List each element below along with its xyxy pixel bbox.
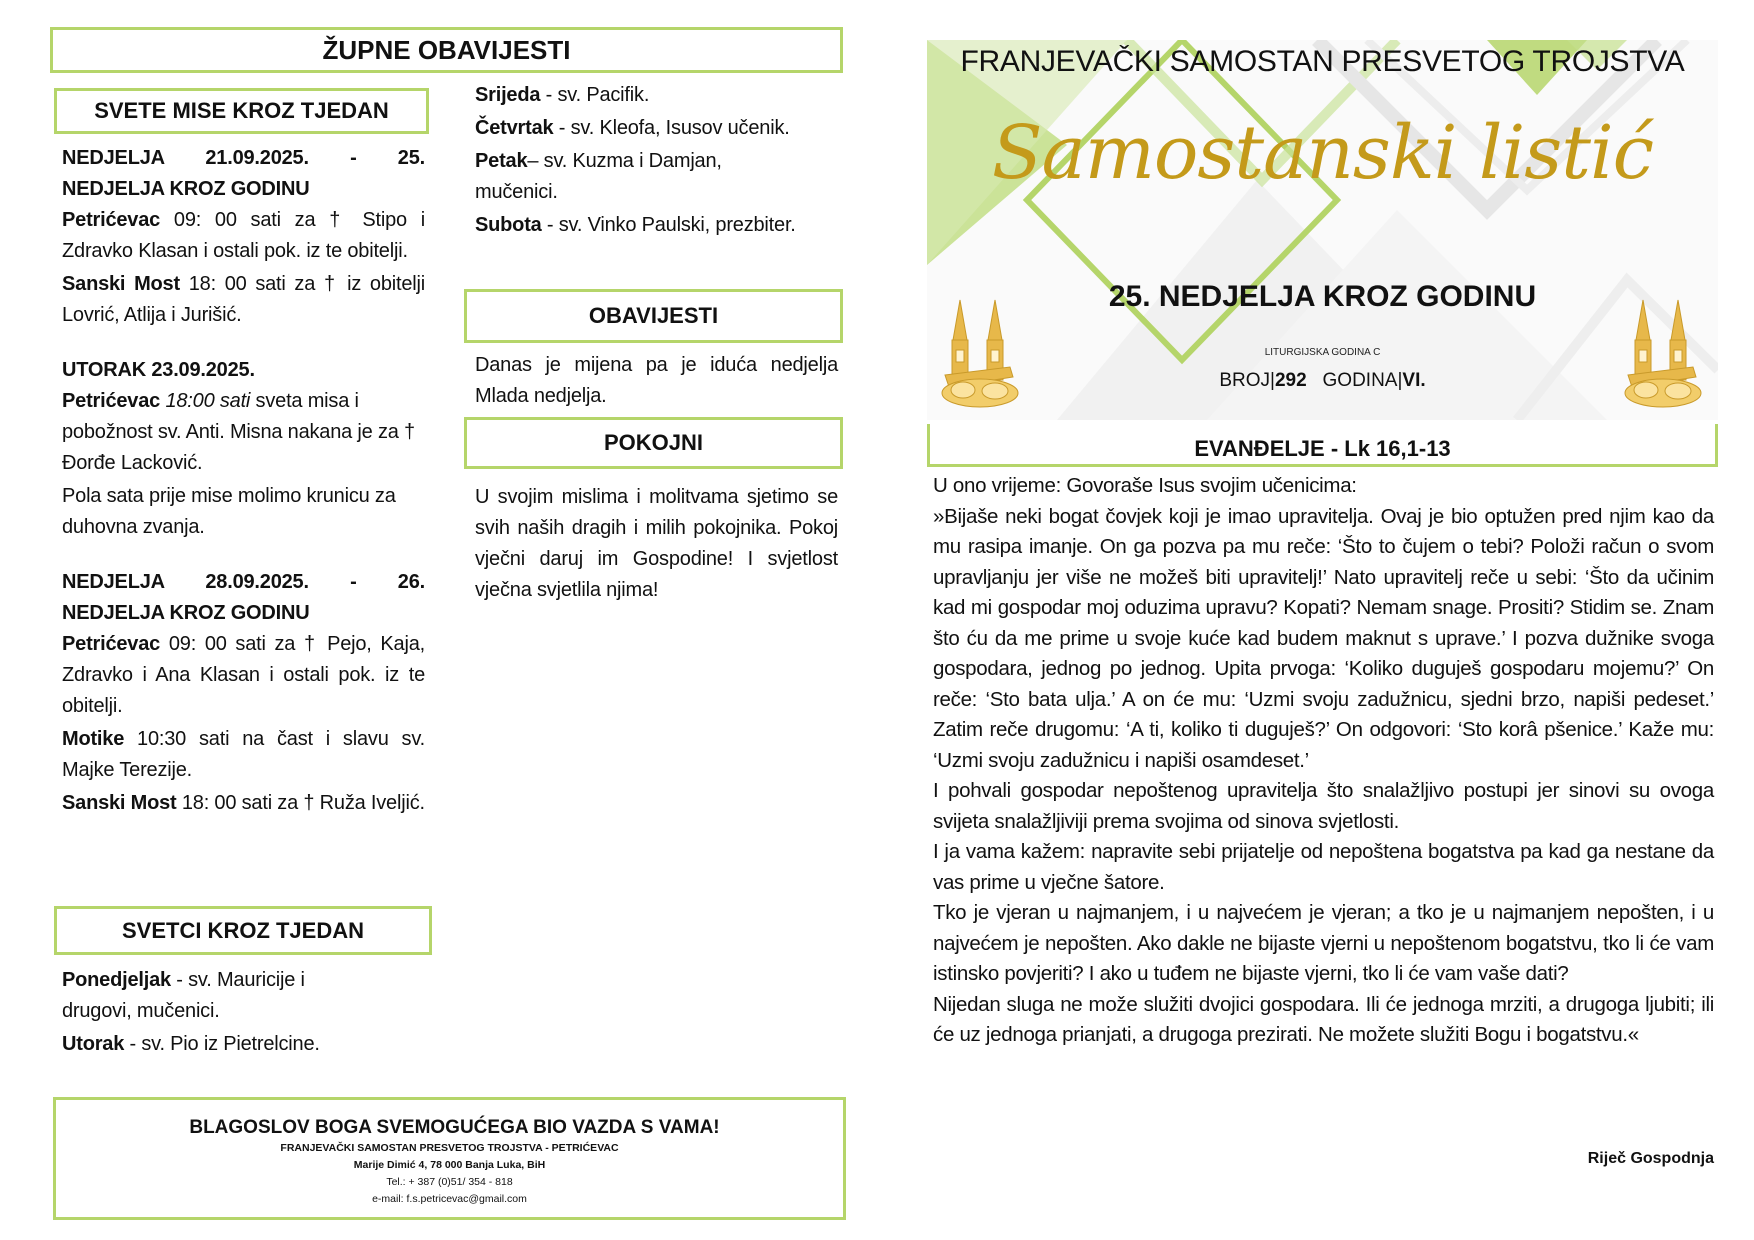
saint-day: Srijeda bbox=[475, 84, 541, 106]
church-crest-icon bbox=[935, 295, 1025, 410]
announcements-title: OBAVIJESTI bbox=[464, 289, 843, 343]
saints-list bbox=[62, 965, 425, 1062]
deceased-text: U svojim mislima i molitvama sjetimo se svih naših dragih i milih pokojnika. Pokoj vječni daruj im Gospodine! I svjetlost vječna svjetlila njima! bbox=[475, 486, 838, 601]
saint-text: - sv. Vinko Paulski, prezbiter. bbox=[541, 214, 796, 236]
saint-text: - sv. Pacifik. bbox=[540, 84, 650, 106]
gospel-closing: Riječ Gospodnja bbox=[1587, 1150, 1714, 1167]
banner-org-name: FRANJEVAČKI SAMOSTAN PRESVETOG TROJSTVA bbox=[960, 45, 1685, 78]
mass-entry bbox=[62, 386, 425, 479]
saints-list-continued bbox=[475, 80, 838, 243]
saint-item bbox=[475, 146, 765, 208]
masses-section-title: SVETE MISE KROZ TJEDAN bbox=[54, 88, 429, 134]
footer-address: Marije Dimić 4, 78 000 Banja Luka, BiH bbox=[353, 1159, 546, 1171]
mass-entry bbox=[62, 269, 425, 331]
deceased-title: POKOJNI bbox=[464, 417, 843, 469]
mass-place: Petrićevac bbox=[62, 209, 161, 231]
masses-list bbox=[62, 143, 425, 821]
gospel-paragraph: Tko je vjeran u najmanjem, i u najvećem je vjeran; a tko je u najmanjem nepošten, i u najvećem je nepošten. Ako dakle ne bijaste vjerni u nepoštenom bogatstvu, tko li će vam istinsko povjeriti? I ako u tuđem ne bijaste vjerni, tko li će vam vaše dati? bbox=[933, 901, 1714, 985]
mass-entry bbox=[62, 481, 425, 543]
year-label: GODINA| bbox=[1322, 370, 1403, 391]
saint-day: Utorak bbox=[62, 1033, 125, 1055]
saint-item bbox=[475, 210, 838, 241]
banner-geometric-background bbox=[927, 40, 1718, 420]
footer-org: FRANJEVAČKI SAMOSTAN PRESVETOG TROJSTVA - PETRIĆEVAC bbox=[280, 1142, 619, 1154]
newsletter-banner bbox=[927, 40, 1718, 420]
mass-text: 18: 00 sati za † iz obitelji Lovrić, Atlija i Jurišić. bbox=[62, 273, 425, 326]
footer-box bbox=[53, 1097, 846, 1220]
issue-label: BROJ| bbox=[1219, 370, 1275, 391]
saint-day: Subota bbox=[475, 214, 542, 236]
mass-entry bbox=[62, 629, 425, 722]
mass-day-heading: NEDJELJA 28.09.2025. - 26. NEDJELJA KROZ GODINU bbox=[62, 571, 425, 624]
gospel-paragraph: I ja vama kažem: napravite sebi prijatelje od nepoštena bogatstva pa kad ga nestane da vas prime u vječne šatore. bbox=[933, 840, 1714, 894]
liturgical-year: LITURGIJSKA GODINA C bbox=[1264, 347, 1381, 358]
mass-text: sveta misa i pobožnost sv. Anti. Misna nakana je za † Đorđe Lacković. bbox=[62, 390, 415, 474]
mass-place: Petrićevac bbox=[62, 390, 161, 412]
gospel-paragraph: »Bijaše neki bogat čovjek koji je imao upravitelja. Ovaj je bio optužen pred njim kao da mu rasipa imanje. On ga pozva pa mu reče: ‘Što to čujem o tebi? Položi račun o svom upravljanju jer više ne možeš biti upravitelj!’ Nato upravitelj reče u sebi: ‘Što da učinim kad mi gospodar moj oduzima upravu? Kopati? Nemam snage. Prositi? Stidim se. Znam što ću da me prime u svoje kuće kad budem maknut s uprave.’ I pozva dužnike svoga gospodara, jednog po jednog. Upita prvoga: ‘Koliko duguješ gospodaru mojemu?’ On reče: ‘Sto bata ulja.’ A on će mu: ‘Uzmi svoju zadužnicu, sjedni brzo, napiši pedeset.’ Zatim reče drugomu: ‘A ti, koliko ti duguješ?’ On odgovori: ‘Sto korâ pšenice.’ Kaže mu: ‘Uzmi svoju zadužnicu i napiši osamdeset.’ bbox=[933, 504, 1714, 772]
saint-day: Petak bbox=[475, 150, 528, 172]
sunday-title: 25. NEDJELJA KROZ GODINU bbox=[1108, 280, 1537, 313]
mass-place: Sanski Most bbox=[62, 792, 177, 814]
mass-entry bbox=[62, 205, 425, 267]
mass-text: Pola sata prije mise molimo krunicu za duhovna zvanja. bbox=[62, 485, 396, 538]
saint-text: – sv. Kuzma i Damjan, mučenici. bbox=[475, 150, 722, 203]
saint-item bbox=[475, 80, 838, 111]
mass-day-heading: NEDJELJA 21.09.2025. - 25. NEDJELJA KROZ GODINU bbox=[62, 147, 425, 200]
mass-entry bbox=[62, 788, 425, 819]
parish-announcements-title: ŽUPNE OBAVIJESTI bbox=[50, 27, 843, 73]
saint-text: - sv. Mauricije i drugovi, mučenici. bbox=[62, 969, 305, 1022]
footer-phone: Tel.: + 387 (0)51/ 354 - 818 bbox=[386, 1176, 513, 1188]
gospel-paragraph: U ono vrijeme: Govoraše Isus svojim učenicima: bbox=[933, 474, 1357, 497]
saint-text: - sv. Pio iz Pietrelcine. bbox=[124, 1033, 320, 1055]
issue-info bbox=[927, 370, 1718, 392]
gospel-paragraph: I pohvali gospodar nepoštenog upravitelja što snalažljivo postupi jer sinovi su ovoga svijeta snalažljiviji prema svojima od sinova svjetlosti. bbox=[933, 779, 1714, 833]
newsletter-title: Samostanski listić bbox=[991, 110, 1654, 196]
footer-email[interactable]: e-mail: f.s.petricevac@gmail.com bbox=[372, 1193, 527, 1205]
saints-section-title: SVETCI KROZ TJEDAN bbox=[54, 906, 432, 955]
mass-text: 09: 00 sati za † Pejo, Kaja, Zdravko i Ana Klasan i ostali pok. iz te obitelji. bbox=[62, 633, 425, 717]
mass-text: 10:30 sati na čast i slavu sv. Majke Terezije. bbox=[62, 728, 425, 781]
footer-blessing: BLAGOSLOV BOGA SVEMOGUĆEGA BIO VAZDA S VAMA! bbox=[189, 1117, 720, 1138]
gospel-text bbox=[933, 471, 1714, 1051]
saint-text: - sv. Kleofa, Isusov učenik. bbox=[553, 117, 790, 139]
mass-day-heading: UTORAK 23.09.2025. bbox=[62, 359, 255, 381]
mass-day bbox=[62, 355, 425, 543]
mass-place: Sanski Most bbox=[62, 273, 180, 295]
issue-number: 292 bbox=[1274, 370, 1307, 391]
mass-place: Motike bbox=[62, 728, 125, 750]
saint-item bbox=[62, 965, 352, 1027]
church-crest-icon bbox=[1618, 295, 1708, 410]
gospel-title: EVANĐELJE - Lk 16,1-13 bbox=[927, 424, 1718, 467]
saint-day: Četvrtak bbox=[475, 117, 554, 139]
saint-item bbox=[62, 1029, 425, 1060]
gospel-paragraph: Nijedan sluga ne može služiti dvojici gospodara. Ili će jednoga mrziti, a drugoga ljubiti; ili će uz jednoga prianjati, a drugoga prezirati. Ne možete služiti Bogu i bogatstvu.« bbox=[933, 992, 1714, 1046]
mass-time: 18:00 sati bbox=[160, 390, 251, 412]
mass-entry bbox=[62, 724, 425, 786]
mass-text: 09: 00 sati za † Stipo i Zdravko Klasan i ostali pok. iz te obitelji. bbox=[62, 209, 425, 262]
saint-day: Ponedjeljak bbox=[62, 969, 171, 991]
announcements-text: Danas je mijena pa je iduća nedjelja Mlada nedjelja. bbox=[475, 354, 838, 407]
mass-day bbox=[62, 567, 425, 819]
year-number: VI. bbox=[1402, 370, 1426, 391]
mass-text: 18: 00 sati za † Ruža Iveljić. bbox=[176, 792, 425, 814]
mass-day bbox=[62, 143, 425, 331]
saint-item bbox=[475, 113, 838, 144]
mass-place: Petrićevac bbox=[62, 633, 161, 655]
